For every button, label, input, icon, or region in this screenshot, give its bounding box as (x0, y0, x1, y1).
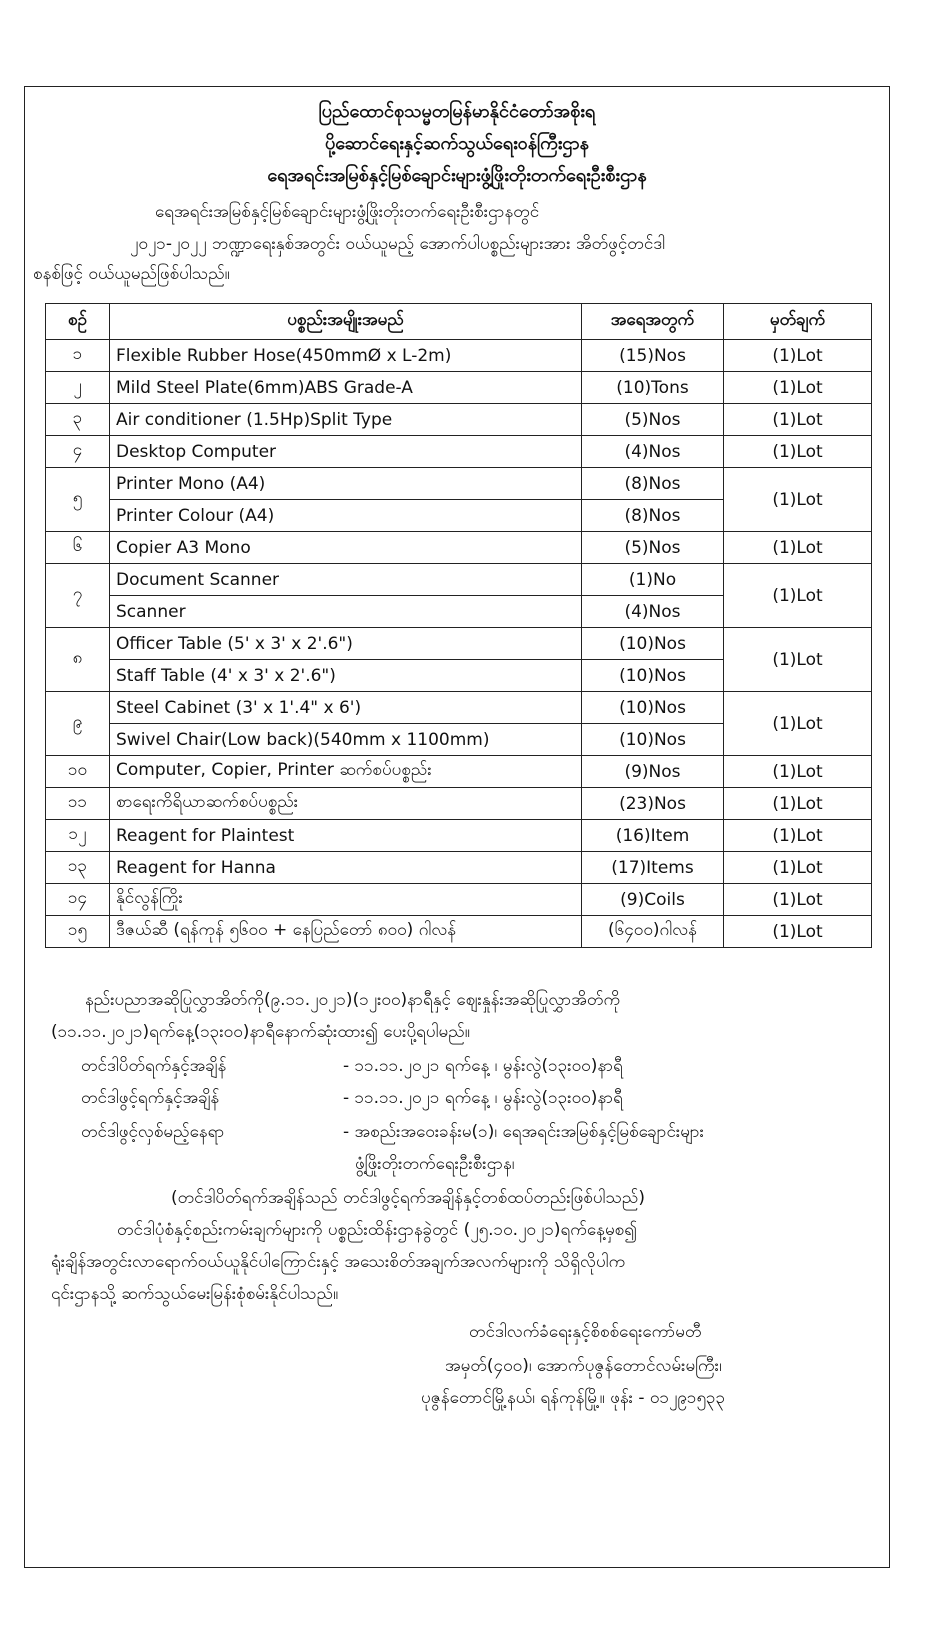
row-no: ၂ (46, 372, 110, 404)
ministry-title: ပို့ဆောင်ရေးနှင့်ဆက်သွယ်ရေးဝန်ကြီးဌာန (325, 133, 589, 154)
row-qty: (10)Nos (582, 692, 724, 724)
table-row (46, 372, 872, 404)
col-header-item: ပစ္စည်းအမျိုးအမည် (110, 304, 582, 340)
open-date-label: တင်ဒါဖွင့်ရက်နှင့်အချိန် (81, 1088, 220, 1108)
document-frame (24, 86, 890, 1568)
row-no: ၁၂ (46, 820, 110, 852)
row-no: ၅ (46, 468, 110, 532)
table-row (46, 692, 872, 724)
row-item: Staff Table (4' x 3' x 2'.6") (110, 660, 582, 692)
row-no: ၁ (46, 340, 110, 372)
row-qty: (15)Nos (582, 340, 724, 372)
close-date-value: - ၁၁.၁၁.၂၀၂၁ ရက်နေ့ ၊ မွန်းလွဲ(၁၃း၀၀)နာရီ (343, 1056, 623, 1076)
row-item: Document Scanner (110, 564, 582, 596)
row-remark: (1)Lot (724, 756, 872, 788)
row-remark: (1)Lot (724, 820, 872, 852)
row-no: ၁၀ (46, 756, 110, 788)
row-qty: (၆၄၀၀)ဂါလန် (582, 916, 724, 948)
govt-title: ပြည်ထောင်စုသမ္မတမြန်မာနိုင်ငံတော်အစိုးရ (318, 101, 596, 122)
row-qty: (17)Items (582, 852, 724, 884)
open-date-value: - ၁၁.၁၁.၂၀၂၁ ရက်နေ့ ၊ မွန်းလွဲ(၁၃း၀၀)နာရီ (343, 1088, 623, 1108)
row-no: ၈ (46, 628, 110, 692)
row-remark: (1)Lot (724, 692, 872, 756)
row-item: နိုင်လွန်ကြိုး (110, 884, 582, 916)
row-no: ၁၄ (46, 884, 110, 916)
row-item: Printer Mono (A4) (110, 468, 582, 500)
row-remark: (1)Lot (724, 852, 872, 884)
intro-line-3: စနစ်ဖြင့် ဝယ်ယူမည်ဖြစ်ပါသည်။ (33, 264, 230, 284)
row-qty: (5)Nos (582, 532, 724, 564)
row-item: Reagent for Plaintest (110, 820, 582, 852)
table-row (46, 628, 872, 660)
row-no: ၃ (46, 404, 110, 436)
row-item: Reagent for Hanna (110, 852, 582, 884)
row-item: Computer, Copier, Printer ဆက်စပ်ပစ္စည်း (110, 756, 582, 788)
row-qty: (10)Nos (582, 628, 724, 660)
row-item: Steel Cabinet (3' x 1'.4" x 6') (110, 692, 582, 724)
row-qty: (9)Nos (582, 756, 724, 788)
row-qty: (10)Nos (582, 724, 724, 756)
row-qty: (10)Nos (582, 660, 724, 692)
row-item: Swivel Chair(Low back)(540mm x 1100mm) (110, 724, 582, 756)
row-qty: (1)No (582, 564, 724, 596)
row-no: ၄ (46, 436, 110, 468)
table-row (46, 532, 872, 564)
row-remark: (1)Lot (724, 628, 872, 692)
row-item: Scanner (110, 596, 582, 628)
row-item: Printer Colour (A4) (110, 500, 582, 532)
committee-name: တင်ဒါလက်ခံရေးနှင့်စိစစ်ရေးကော်မတီ (469, 1322, 702, 1342)
row-remark: (1)Lot (724, 532, 872, 564)
row-remark: (1)Lot (724, 436, 872, 468)
row-no: ၇ (46, 564, 110, 628)
row-qty: (8)Nos (582, 468, 724, 500)
table-row (46, 884, 872, 916)
table-header-row (46, 304, 872, 340)
row-qty: (16)Item (582, 820, 724, 852)
table-row (46, 788, 872, 820)
row-remark: (1)Lot (724, 468, 872, 532)
table-row (46, 916, 872, 948)
tender-form-line-1: တင်ဒါပုံစံနှင့်စည်းကမ်းချက်များကို ပစ္စည်းထိန်းဌာနခွဲတွင် (၂၅.၁၀.၂၀၂၁)ရက်နေ့မှစ၍ (117, 1220, 637, 1240)
row-remark: (1)Lot (724, 404, 872, 436)
row-remark: (1)Lot (724, 788, 872, 820)
submission-line-2: (၁၁.၁၁.၂၀၂၁)ရက်နေ့(၁၃း၀၀)နာရီနောက်ဆုံးထား၍ ပေးပို့ရပါမည်။ (51, 1022, 470, 1042)
row-qty: (4)Nos (582, 596, 724, 628)
row-item: Officer Table (5' x 3' x 2'.6") (110, 628, 582, 660)
row-remark: (1)Lot (724, 372, 872, 404)
intro-line-2: ၂၀၂၁-၂၀၂၂ ဘဏ္ဍာရေးနှစ်အတွင်း ဝယ်ယူမည့် အောက်ပါပစ္စည်းများအား အိတ်ဖွင့်တင်ဒါ (130, 234, 666, 254)
row-no: ၁၁ (46, 788, 110, 820)
table-row (46, 340, 872, 372)
row-qty: (8)Nos (582, 500, 724, 532)
venue-value-1: - အစည်းအဝေးခန်းမ(၁)၊ ရေအရင်းအမြစ်နှင့်မြစ်ချောင်းများ (343, 1122, 704, 1142)
department-title: ရေအရင်းအမြစ်နှင့်မြစ်ချောင်းများဖွံ့ဖြိုးတိုးတက်ရေးဦးစီးဌာန (267, 165, 647, 186)
row-no: ၁၃ (46, 852, 110, 884)
tender-form-line-3: ၎င်းဌာနသို့ ဆက်သွယ်မေးမြန်းစုံစမ်းနိုင်ပါသည်။ (51, 1284, 339, 1304)
table-row (46, 820, 872, 852)
table-row (46, 436, 872, 468)
row-no: ၆ (46, 532, 110, 564)
note-same-time: (တင်ဒါပိတ်ရက်အချိန်သည် တင်ဒါဖွင့်ရက်အချိန်နှင့်တစ်ထပ်တည်းဖြစ်ပါသည်) (171, 1188, 645, 1208)
venue-value-2: ဖွံ့ဖြိုးတိုးတက်ရေးဦးစီးဌာန၊ (355, 1154, 515, 1174)
venue-label: တင်ဒါဖွင့်လှစ်မည့်နေရာ (81, 1122, 225, 1142)
row-remark: (1)Lot (724, 884, 872, 916)
table-row (46, 852, 872, 884)
row-remark: (1)Lot (724, 916, 872, 948)
col-header-qty: အရေအတွက် (582, 304, 724, 340)
row-item: Air conditioner (1.5Hp)Split Type (110, 404, 582, 436)
row-item: Desktop Computer (110, 436, 582, 468)
col-header-no: စဉ် (46, 304, 110, 340)
row-item: Flexible Rubber Hose(450mmØ x L-2m) (110, 340, 582, 372)
row-item: Copier A3 Mono (110, 532, 582, 564)
committee-address-1: အမှတ်(၄၀၀)၊ အောက်ပုဇွန်တောင်လမ်းမကြီး၊ (445, 1356, 722, 1376)
row-qty: (10)Tons (582, 372, 724, 404)
intro-line-1: ရေအရင်းအမြစ်နှင့်မြစ်ချောင်းများဖွံ့ဖြိုးတိုးတက်ရေးဦးစီးဌာနတွင် (155, 202, 540, 222)
close-date-label: တင်ဒါပိတ်ရက်နှင့်အချိန် (81, 1056, 227, 1076)
row-no: ၉ (46, 692, 110, 756)
row-qty: (4)Nos (582, 436, 724, 468)
row-no: ၁၅ (46, 916, 110, 948)
committee-address-2: ပုဇွန်တောင်မြို့နယ်၊ ရန်ကုန်မြို့။ ဖုန်း - ၀၁၂၉၁၅၃၃ (421, 1388, 726, 1408)
row-remark: (1)Lot (724, 340, 872, 372)
col-header-remark: မှတ်ချက် (724, 304, 872, 340)
row-item: Mild Steel Plate(6mm)ABS Grade-A (110, 372, 582, 404)
row-qty: (9)Coils (582, 884, 724, 916)
tender-form-line-2: ရုံးချိန်အတွင်းလာရောက်ဝယ်ယူနိုင်ပါကြောင်းနှင့် အသေးစိတ်အချက်အလက်များကို သိရှိလိုပါက (51, 1252, 626, 1272)
row-qty: (23)Nos (582, 788, 724, 820)
row-item: စာရေးကိရိယာဆက်စပ်ပစ္စည်း (110, 788, 582, 820)
row-qty: (5)Nos (582, 404, 724, 436)
submission-line-1: နည်းပညာအဆိုပြုလွှာအိတ်ကို(၉.၁၁.၂၀၂၁)(၁၂း၀၀)နာရီနှင့် ဈေးနှုန်းအဆိုပြုလွှာအိတ်ကို (85, 990, 621, 1010)
table-row (46, 468, 872, 500)
table-row (46, 564, 872, 596)
table-row (46, 404, 872, 436)
row-item: ဒီဇယ်ဆီ (ရန်ကုန် ၅၆၀၀ + နေပြည်တော် ၈၀၀) ဂါလန် (110, 916, 582, 948)
table-row (46, 756, 872, 788)
row-remark: (1)Lot (724, 564, 872, 628)
items-table (45, 303, 872, 948)
